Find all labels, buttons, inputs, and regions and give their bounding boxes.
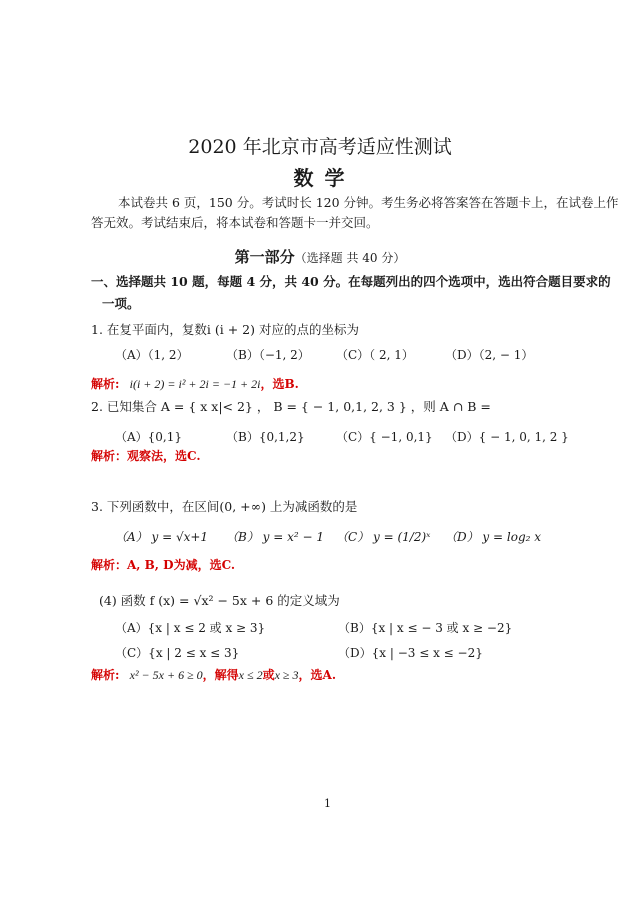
answer-math-upper: x ≥ 3 [274,668,299,682]
question-3-option-d: （D） y = log₂ x [445,530,542,544]
part-one-heading [0,246,640,267]
intro-line-2: 答无效。考试结束后，将本试卷和答题卡一并交回。 [91,215,379,230]
question-2-option-c: （C）{ −1, 0,1} [336,430,433,444]
question-2-option-b: （B）{0,1,2} [226,430,305,444]
question-1-option-d: （D）（2, − 1） [445,348,534,362]
question-1-stem: 1. 在复平面内，复数i (i + 2) 对应的点的坐标为 [91,322,359,337]
answer-math-lower: x ≤ 2 [238,668,263,682]
question-1-option-b: （B）（−1, 2） [226,348,310,362]
exam-title: 2020 年北京市高考适应性测试 [188,136,452,158]
question-3-option-c: （C） y = (1/2)ˣ [336,530,431,544]
question-1-option-a: （A）（1, 2） [115,348,189,362]
intro-line-1: 本试卷共 6 页，150 分。考试时长 120 分钟。考生务必将答案答在答题卡上，在试卷上作 [118,195,619,210]
answer-math-inequality: x² − 5x + 6 ≥ 0 [129,668,203,682]
question-3-answer: 解析：A, B, D为减，选C. [91,558,236,572]
answer-label: 解析: [91,668,120,682]
question-1-answer [91,375,299,392]
question-4-option-c: （C）{x | 2 ≤ x ≤ 3} [115,646,240,660]
answer-tail: ，选A. [298,668,337,682]
question-4-option-b: （B）{x | x ≤ − 3 或 x ≥ −2} [338,621,513,635]
answer-tail: ，选B. [260,377,299,391]
question-4-option-d: （D）{x | −3 ≤ x ≤ −2} [338,646,483,660]
part-one-note: （选择题 共 40 分） [294,251,406,265]
question-3-stem: 3. 下列函数中，在区间(0, +∞) 上为减函数的是 [91,499,358,514]
answer-label: 解析: [91,377,120,391]
subject-heading: 数 学 [293,166,347,190]
question-2-option-d: （D）{ − 1, 0, 1, 2 } [445,430,569,444]
page-number: 1 [324,797,331,810]
question-2-answer: 解析：观察法，选C. [91,449,201,463]
question-3-option-b: （B） y = x² − 1 [226,530,324,544]
question-4-stem: (4) 函数 f (x) = √x² − 5x + 6 的定义域为 [99,593,340,608]
question-2-stem: 2. 已知集合 A = { x x|< 2} ， B = { − 1, 0,1, 2, 3 } ，则 A ∩ B = [91,399,491,414]
section-instructions-line-1: 一、选择题共 10 题，每题 4 分，共 40 分。在每题列出的四个选项中，选出符合题目要求的 [91,274,611,289]
section-instructions-line-2: 一项。 [102,296,140,311]
question-4-option-a: （A）{x | x ≤ 2 或 x ≥ 3} [115,621,266,635]
question-3-option-a: （A） y = √x+1 [115,530,209,544]
answer-or-text: 或 [262,668,275,682]
question-2-option-a: （A）{0,1} [115,430,183,444]
question-1-option-c: （C）（ 2, 1） [336,348,414,362]
answer-solve-text: ，解得 [202,668,239,682]
part-one-title: 第一部分 [234,248,295,266]
answer-math: i(i + 2) = i² + 2i = −1 + 2i [129,377,261,391]
question-4-answer [91,666,336,683]
